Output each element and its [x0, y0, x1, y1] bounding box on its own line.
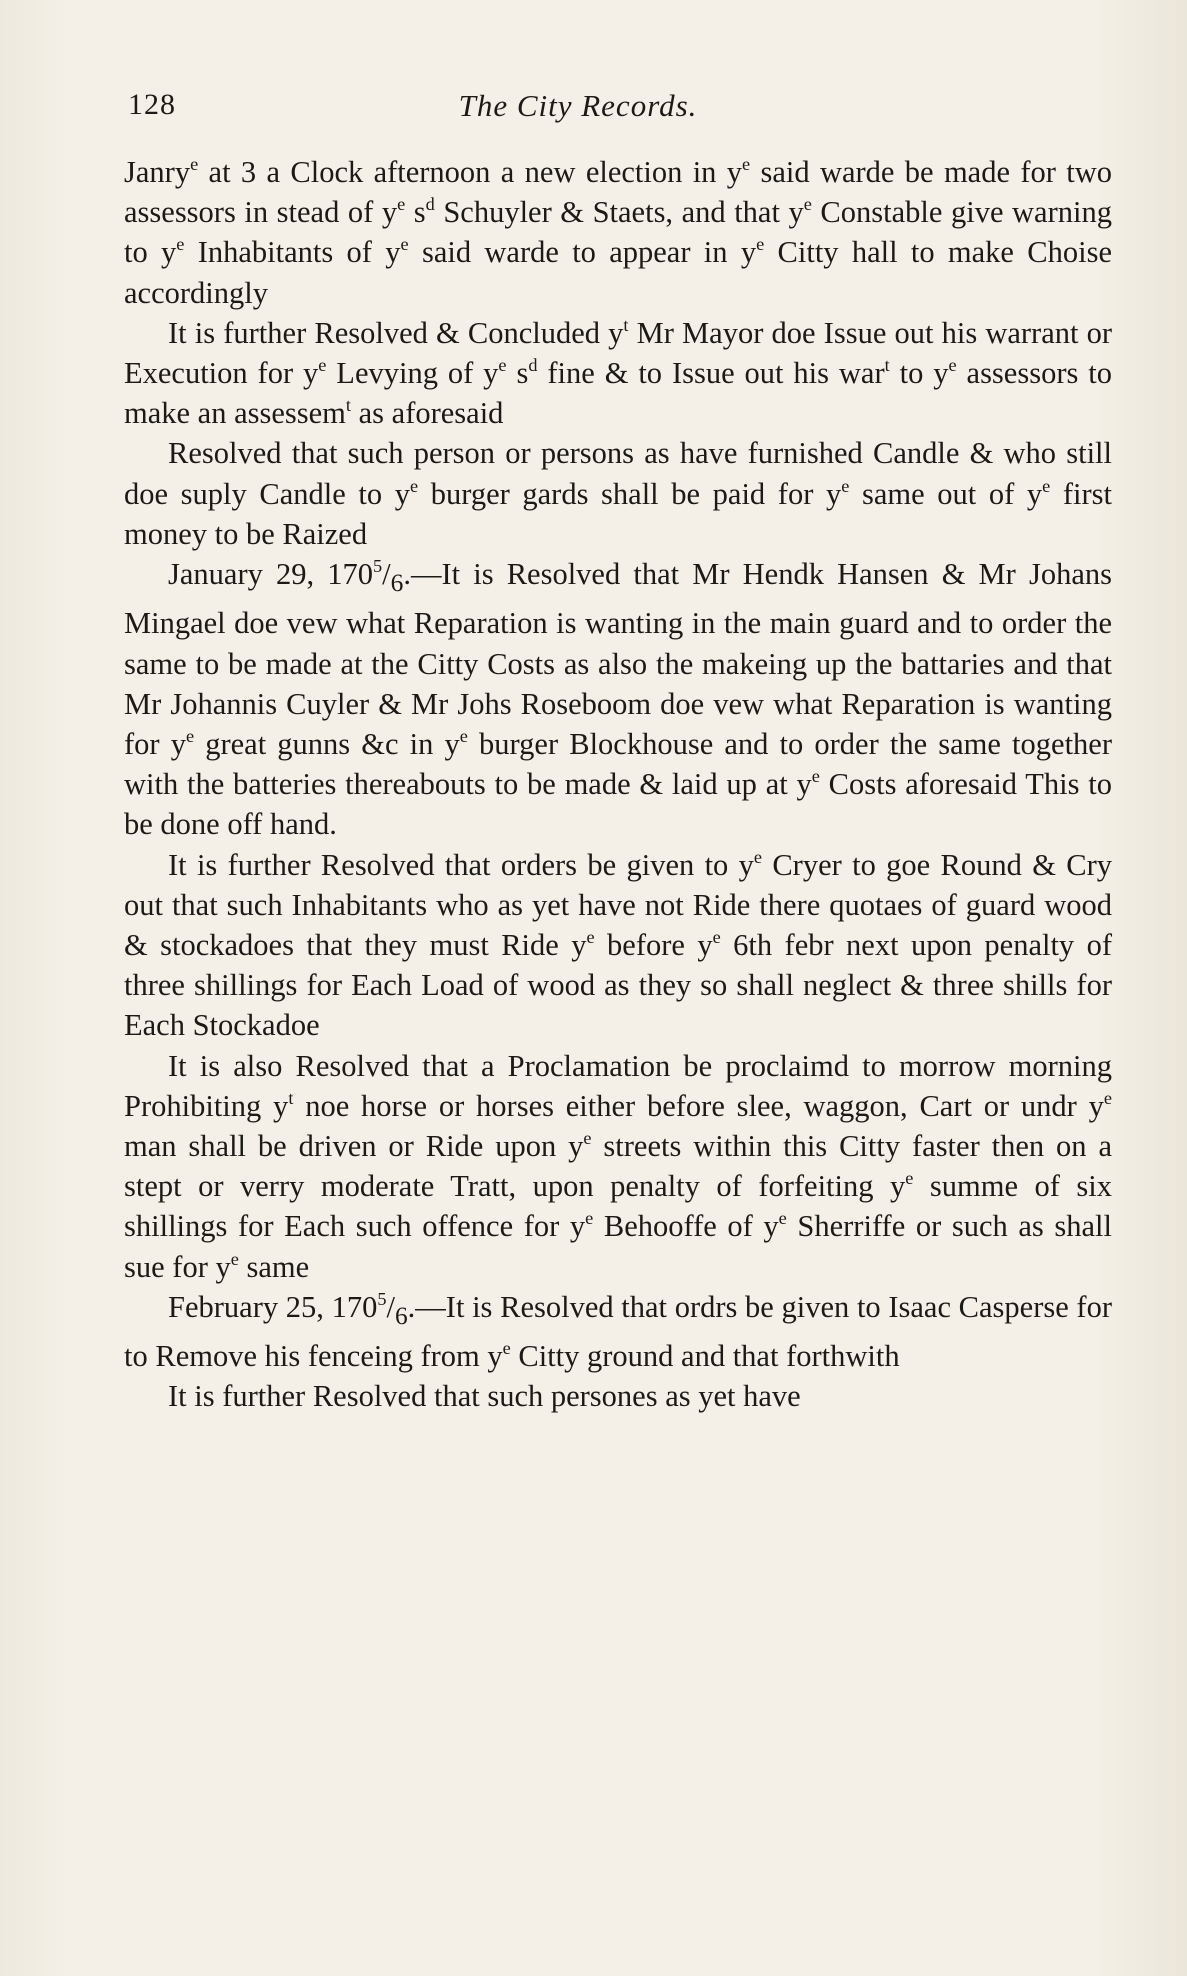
paragraph-2: It is further Resolved & Concluded $y^t$ Mr Mayor doe Issue out his warrant or Execution for $y^e$ Levying of $y^e$ $s^d$ fine & to Issue out his war$^t$ to $y^e$ assessors to make an assessem$^t$ as aforesaid: [124, 314, 1113, 431]
paragraph-6: It is also Resolved that a Proclamation be proclaimd to morrow morning Prohibiting $y^t$ noe horse or horses either before slee, waggon, Cart or undr $y^e$ man shall be driven or Ride upon $y^e$ streets within this Citty faster then on a stept or verry moderate Tratt, upon penalty of forfeiting $y^e$ summe of six shillings for Each such offence for $y^e$ Behooffe of $y^e$ Sherriffe or such as shall sue for $y^e$ same: [124, 1048, 1112, 1284]
page-number: 128: [128, 88, 176, 121]
paragraph-4: January 29, $170^5/_6.—It$ is Resolved that Mr Hendk Hansen & Mr Johans Mingael doe vew what Reparation is wanting in the main guard and to order the same to be made at the Citty Costs as also the makeing up the battaries and that Mr Johannis Cuyler & Mr Johs Roseboom doe vew what Reparation is wanting for $y^e$ great gunns &c in $y^e$ burger Blockhouse and to order the same together with the batteries thereabouts to be made & laid up at $y^e$ Costs aforesaid This to be done off hand.: [124, 556, 1112, 842]
paragraph-1: Janry$^e$ at 3 a Clock afternoon a new election in $y^e$ said warde be made for two assessors in stead of $y^e$ $s^d$ Schuyler & Staets, and that $y^e$ Constable give warning to $y^e$ Inhabitants of $y^e$ said warde to appear in $y^e$ Citty hall to make Choise accordingly: [124, 154, 1112, 310]
page-header: [128, 88, 1112, 132]
paragraph-3: Resolved that such person or persons as have furnished Candle & who still doe suply Candle to $y^e$ burger gards shall be paid for $y^e$ same out of $y^e$ first money to be Raized: [124, 436, 1112, 551]
paragraph-7: February 25, $170^5/_6.—It$ is Resolved that ordrs be given to Isaac Casperse for to Remove his fenceing from $y^e$ Citty ground and that forthwith: [124, 1288, 1112, 1374]
body-text: [124, 152, 1112, 1416]
paragraph-5: It is further Resolved that orders be given to $y^e$ Cryer to goe Round & Cry out that such Inhabitants who as yet have not Ride there quotaes of guard wood & stockadoes that they must Ride $y^e$ before $y^e$ 6th febr next upon penalty of three shillings for Each Load of wood as they so shall neglect & three shills for Each Stockadoe: [124, 846, 1113, 1043]
paragraph-8: It is further Resolved that such persones as yet have: [168, 1379, 801, 1414]
running-title: The City Records.: [458, 88, 698, 123]
